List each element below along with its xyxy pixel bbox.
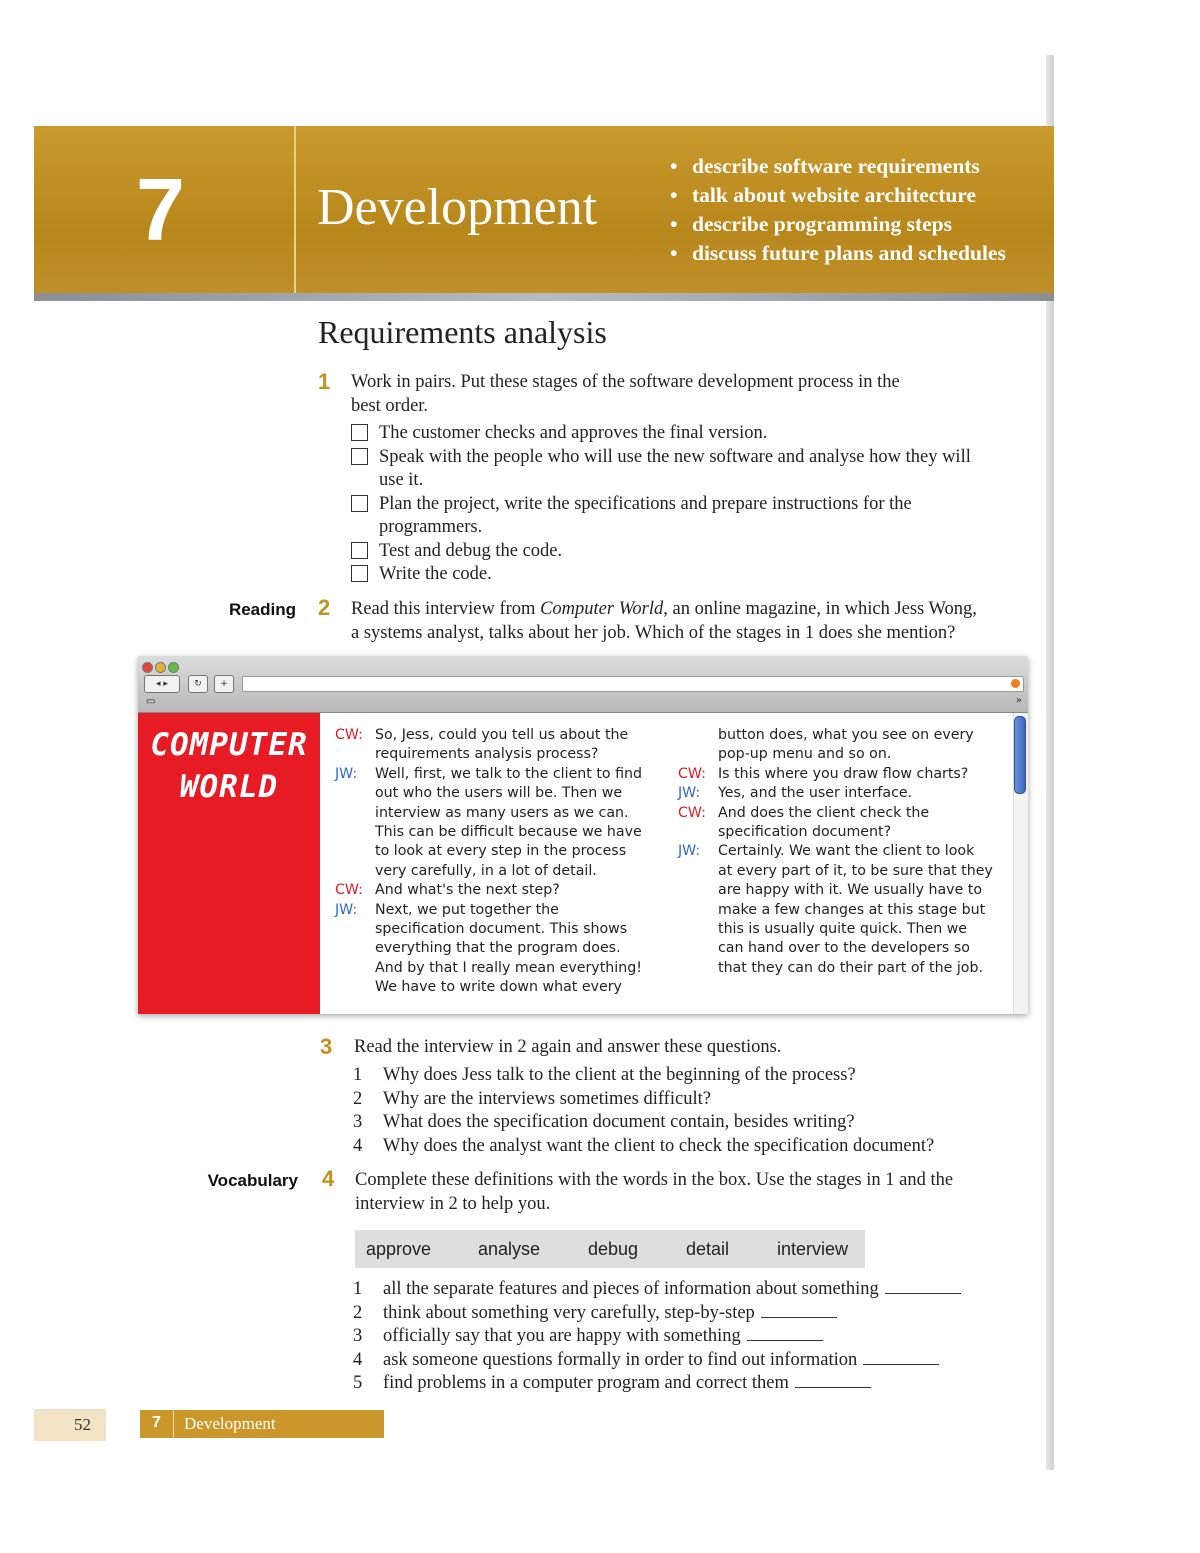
interview-text: are happy with it. We usually have to [718,882,983,899]
word-interview: interview [777,1239,849,1259]
interview-line [678,726,993,745]
question-list [353,1064,934,1158]
minimize-icon[interactable] [155,662,166,673]
interview-text: to look at every step in the process [375,843,627,860]
interview-text: And what's the next step? [375,882,560,899]
interview-text: Yes, and the user interface. [718,785,913,802]
bullet-icon: • [670,212,678,236]
interview-text: Is this where you draw flow charts? [718,765,969,782]
checklist-item: Speak with the people who will use the new software and analyse how they will use it. [351,446,979,493]
interview-text: requirements analysis process? [375,746,599,763]
interview-text: Certainly. We want the client to look [718,843,975,860]
definition-item: 1 all the separate features and pieces of information about something [353,1278,961,1302]
interview-text: And by that I really mean everything! [375,959,642,976]
objective-item: • discuss future plans and schedules [670,239,1006,268]
more-bookmarks-icon[interactable]: » [1015,695,1022,706]
interview-line [335,842,642,861]
interview-line [335,804,642,823]
exercise-3-instruction: Read the interview in 2 again and answer these questions. [354,1037,782,1057]
computer-world-logo: COMPUTER WORLD [138,713,320,1014]
header-bottom-strip [34,293,1054,301]
page-number: 52 [74,1415,91,1434]
answer-blank[interactable] [795,1373,871,1388]
interview-text: very carefully, in a lot of detail. [375,862,597,879]
interview-text: pop-up menu and so on. [718,746,892,763]
interview-line [678,804,993,823]
header-divider [294,126,296,301]
checkbox[interactable] [351,448,368,465]
browser-window [138,656,1028,1014]
definition-item: 3 officially say that you are happy with something [353,1325,961,1349]
interview-text: out who the users will be. Then we [375,785,623,802]
interview-line [335,959,642,978]
interview-line [335,765,642,784]
interview-line [678,901,993,920]
speaker-label: JW: [678,843,701,860]
checklist-item: Write the code. [351,563,991,587]
interview-line [678,920,993,939]
interview-text: can hand over to the developers so [718,940,970,957]
speaker-label: CW: [335,727,363,743]
interview-line [335,745,642,764]
stage-checklist [351,422,991,587]
bullet-icon: • [670,154,678,178]
interview-line [335,901,642,920]
footer-divider [173,1410,174,1438]
question-item: 2 Why are the interviews sometimes difficult? [353,1088,711,1109]
scrollbar-thumb[interactable] [1014,716,1026,794]
answer-blank[interactable] [885,1279,961,1294]
interview-text: at every part of it, to be sure that they [718,862,993,879]
address-bar[interactable] [242,676,1024,692]
interview-text: specification document. This shows [375,921,628,938]
bullet-icon: • [670,241,678,265]
interview-line [335,784,642,803]
exercise-2-instruction: Read this interview from Computer World, an online magazine, in which Jess Wong, a systems analyst, talks about her job. Which of the stages in 1 does she mention? [351,599,977,643]
interview-line [678,784,993,803]
interview-line [678,862,993,881]
section-title: Requirements analysis [318,314,607,350]
definition-item: 4 ask someone questions formally in order to find out information [353,1349,961,1373]
checkbox[interactable] [351,495,368,512]
objective-item: • describe programming steps [670,210,1006,239]
interview-text: this is usually quite quick. Then we [718,921,968,938]
interview-left-column [335,726,642,998]
vocabulary-label: Vocabulary [207,1171,298,1190]
interview-line [335,881,642,900]
word-box [355,1230,865,1268]
answer-blank[interactable] [863,1350,939,1365]
exercise-2-number: 2 [318,595,331,620]
interview-text: interview as many users as we can. [375,804,629,821]
checklist-item: Plan the project, write the specifications and prepare instructions for the programmers. [351,493,979,540]
interview-line [335,862,642,881]
interview-text: make a few changes at this stage but [718,901,986,918]
checklist-item: Test and debug the code. [351,540,991,564]
exercise-1-instruction: Work in pairs. Put these stages of the software development process in the best order. [351,372,900,416]
interview-line [678,959,993,978]
interview-text: that they can do their part of the job. [718,959,983,976]
objective-item: • talk about website architecture [670,181,1006,210]
question-item: 4 Why does the analyst want the client to check the specification document? [353,1135,935,1156]
checkbox[interactable] [351,424,368,441]
back-forward-button[interactable]: ◂ ▸ [144,675,180,693]
interview-line [335,823,642,842]
interview-line [678,745,993,764]
word-debug: debug [588,1239,639,1259]
zoom-icon[interactable] [168,662,179,673]
interview-line [335,726,642,745]
definition-item: 5 find problems in a computer program and correct them [353,1372,961,1396]
interview-right-column [678,726,993,978]
bullet-icon: • [670,183,678,207]
reading-label: Reading [228,600,296,619]
word-approve: approve [366,1239,432,1259]
bookmarks-icon[interactable]: ▭ [146,696,156,707]
interview-text: button does, what you see on every [718,727,974,743]
exercise-4-instruction: Complete these definitions with the words in the box. Use the stages in 1 and the interview in 2 to help you. [355,1170,954,1214]
speaker-label: JW: [335,901,358,918]
browser-toolbar [138,656,1028,713]
interview-text: everything that the program does. [375,940,621,957]
interview-text: So, Jess, could you tell us about the [375,727,629,743]
interview-text: This can be difficult because we have [375,824,642,841]
page-number-box [34,1409,106,1441]
interview-line [335,920,642,939]
word-analyse: analyse [478,1239,541,1259]
rss-icon[interactable] [1011,679,1020,688]
footer-unit-tab [140,1410,384,1438]
interview-text: Next, we put together the [375,901,559,918]
checkbox[interactable] [351,565,368,582]
interview-line [335,939,642,958]
question-item: 3 What does the specification document contain, besides writing? [353,1112,855,1132]
speaker-label: CW: [335,882,363,899]
objective-item: • describe software requirements [670,152,1006,181]
exercise-1-number: 1 [318,369,331,394]
footer-unit-title: Development [184,1414,276,1433]
speaker-label: CW: [678,765,706,782]
unit-objectives [670,152,1006,268]
exercise-4-number: 4 [322,1166,335,1191]
interview-line [678,939,993,958]
close-icon[interactable] [142,662,153,673]
interview-text: And does the client check the [718,804,930,821]
interview-line [678,842,993,861]
unit-header [34,126,1054,301]
interview-line [678,765,993,784]
add-bookmark-icon[interactable]: + [214,675,234,693]
interview-line [678,823,993,842]
word-detail: detail [686,1239,730,1259]
checklist-item: The customer checks and approves the final version. [351,422,991,446]
interview-line [335,978,642,997]
definition-item: 2 think about something very carefully, step-by-step [353,1302,961,1326]
exercise-3-number: 3 [320,1034,333,1059]
question-item: 1 Why does Jess talk to the client at the beginning of the process? [353,1065,856,1085]
interview-line [678,881,993,900]
unit-number: 7 [136,160,185,259]
speaker-label: JW: [335,765,358,782]
interview-text: We have to write down what every [375,979,622,996]
answer-blank[interactable] [747,1326,823,1341]
interview-text: Well, first, we talk to the client to find [375,765,643,782]
interview-text: specification document? [718,824,892,841]
reload-icon[interactable]: ↻ [188,675,208,693]
footer-unit-number: 7 [152,1414,161,1431]
checkbox[interactable] [351,542,368,559]
answer-blank[interactable] [761,1303,837,1318]
speaker-label: JW: [678,785,701,802]
unit-title: Development [317,179,598,236]
definition-list [353,1278,961,1396]
speaker-label: CW: [678,804,706,821]
